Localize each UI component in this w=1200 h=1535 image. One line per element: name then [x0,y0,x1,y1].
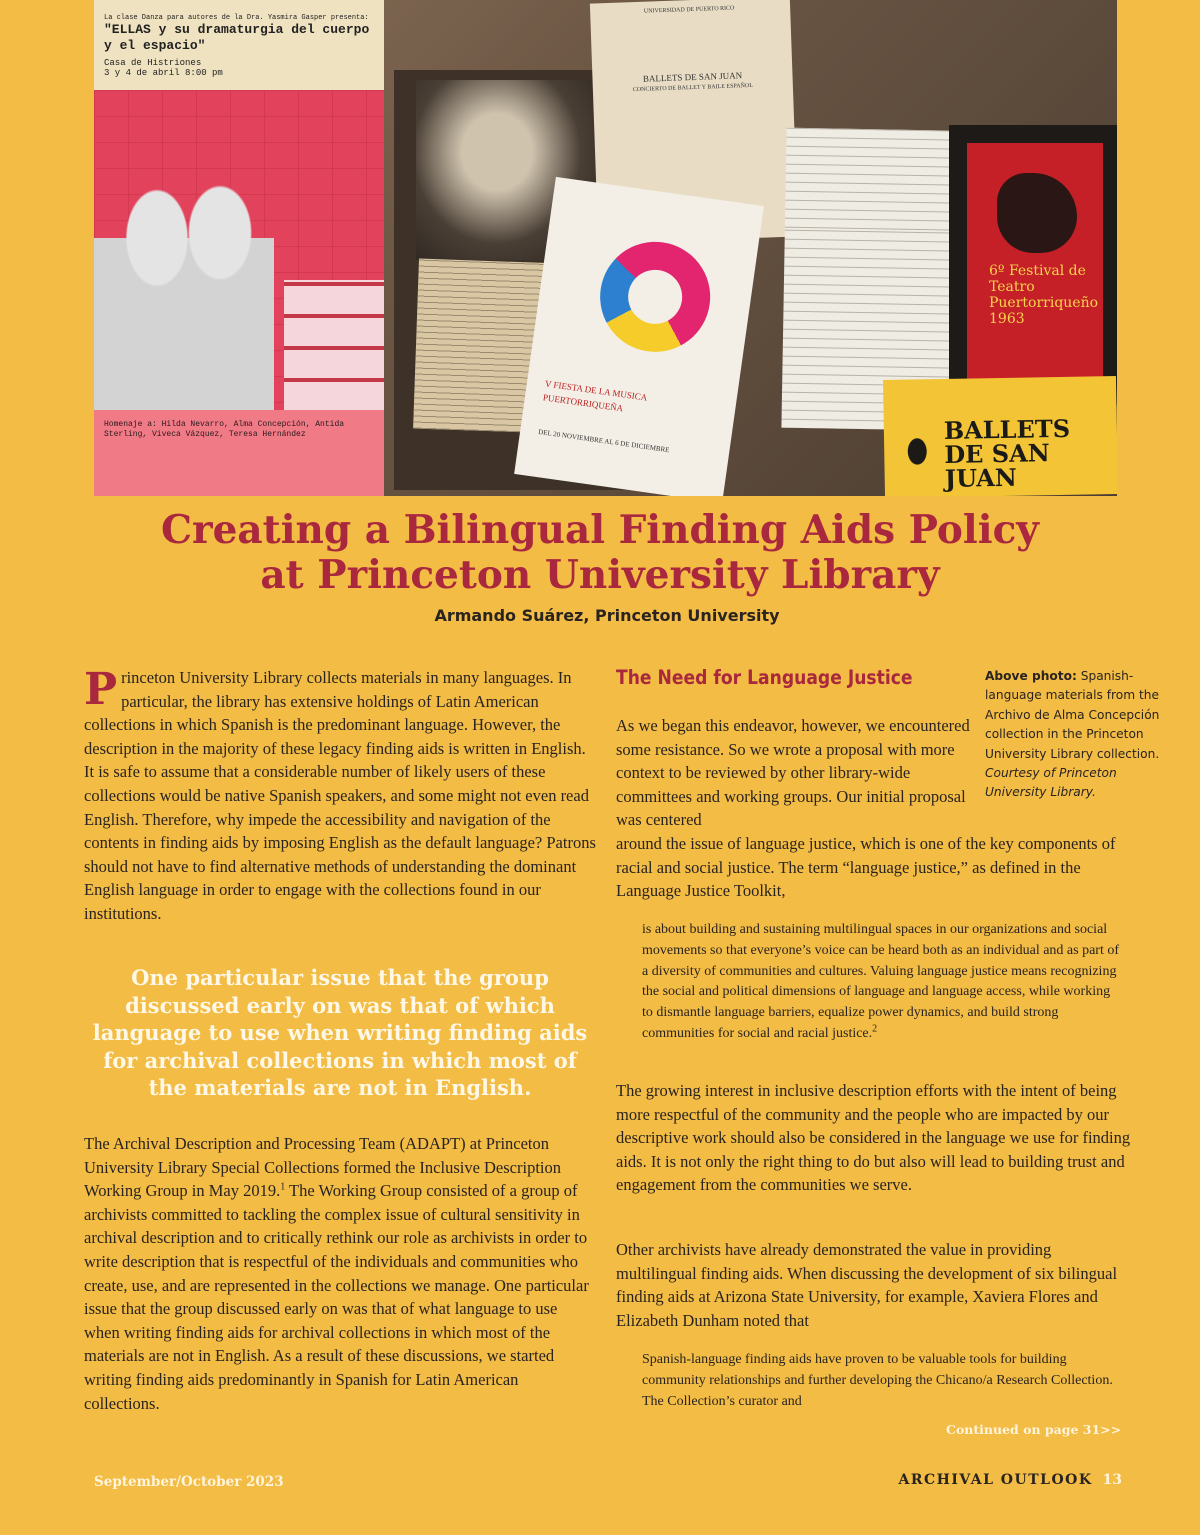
ballets-doc-subtitle: CONCIERTO DE BALLET Y BAILE ESPAÑOL [632,83,754,94]
poster-header-text: La clase Danza para autores de la Dra. Yasmira Gasper presenta: [104,14,369,22]
poster-venue: Casa de Histriones [104,57,202,68]
festival-poster [949,125,1117,405]
adapt-text-a: The Archival Description and Processing Team (ADAPT) at Princeton University Library Special Collections formed the Inclusive Description Working Group in May 2019. [84,1134,562,1201]
festival-title: 6º Festival de Teatro Puertorriqueño 1963 [989,263,1099,328]
drop-cap: P [84,664,118,715]
photo-caption [985,667,1175,803]
ballets-doc-university: UNIVERSIDAD DE PUERTO RICO [643,5,735,15]
other-archivists-paragraph: Other archivists have already demonstrated the value in providing multilingual finding aids. When discussing the development of six bilingual finding aids at Arizona State University, for example, Xaviera Flores and Elizabeth Dunham noted that [616,1240,1118,1330]
fiesta-dates: DEL 20 NOVIEMBRE AL 6 DE DICIEMBRE [537,427,670,455]
fiesta-program [514,177,764,496]
pull-quote: One particular issue that the group discussed early on was that of which language to use when writing finding aids for archival collections in which most of the materials are not in English. [92,965,588,1100]
poster-date: 3 y 4 de abril 8:00 pm [104,68,223,79]
ellas-poster-header [94,0,384,90]
dancer-silhouette-icon [894,419,941,484]
article-title-line1: Creating a Bilingual Finding Aids Policy [161,507,1039,553]
poster-figures-image [94,160,274,410]
left-column-body [84,1132,596,1415]
intro-text: rinceton University Library collects materials in many languages. In particular, the library has extensive holdings of Latin American collections in which Spanish is the predominant language. However, the description in the majority of these legacy finding aids is written in English. It is safe to assume that a considerable number of likely users of these collections would be native Spanish speakers, and some might not even read English. Therefore, why impede the accessibility and navigation of the contents in finding aids by imposing English as the default language? Patrons should not have to find alternative methods of understanding the dominant English language in order to engage with the collections found in our institutions. [84,668,596,923]
poster-pink-panel [94,90,384,410]
footnote-ref-2: 2 [872,1023,878,1035]
article-title [0,508,1200,598]
poster-title: "ELLAS y su dramaturgia del cuerpo y el espacio" [104,22,370,53]
adapt-paragraph [84,1132,596,1415]
publication-footer [899,1472,1122,1488]
ballets-doc-title: BALLETS DE SAN JUAN [642,70,743,84]
caption-credit: Courtesy of Princeton University Library. [985,766,1117,800]
poster-footer: Homenaje a: Hilda Nevarro, Alma Concepción, Antida Sterling, Viveca Vázquez, Teresa Hernández [94,410,384,496]
section-heading: The Need for Language Justice [616,666,913,689]
language-justice-quote [642,920,1124,1045]
ellas-poster [94,0,384,496]
issue-date: September/October 2023 [94,1474,284,1490]
fiesta-title: V FIESTA DE LA MUSICA PUERTORRIQUEÑA [542,378,648,413]
festival-poster-red [967,143,1103,389]
yellow-program-title: BALLETS DE SAN JUAN [943,413,1071,493]
yellow-ballets-program [883,376,1117,496]
asu-quote: Spanish-language finding aids have proven to be valuable tools for building community relationships and further developing the Chicano/a Research Collection. The Collection’s curator and [642,1352,1113,1409]
footnote-ref-1: 1 [280,1181,286,1193]
resistance-paragraph-end: around the issue of language justice, which is one of the key components of racial and social justice. The term “language justice,” as defined in the Language Justice Toolkit, [616,834,1116,901]
header-photo [94,0,1117,496]
mask-image [997,173,1077,253]
intro-paragraph [84,666,596,926]
inclusive-description-paragraph: The growing interest in inclusive description efforts with the intent of being more respectful of the community and the people who are impacted by our descriptive work should also be considered in the language we use for finding aids. It is not only the right thing to do but also will lead to building trust and engagement from the communities we serve. [616,1081,1131,1195]
adapt-text-b: The Working Group consisted of a group of archivists committed to tackling the complex issue of cultural sensitivity in archival description and to critically rethink our role as archivists in order to write description that is respectful of the individuals and communities who create, use, and are represented in the collections we manage. One particular issue that the group discussed early on was that of what language to use when writing finding aids for archival collections in which most of the materials are not in English. As a result of these discussions, we started writing finding aids predominantly in Spanish for Latin American collections. [84,1181,589,1413]
byline: Armando Suárez, Princeton University [434,606,780,625]
caption-text: Spanish-language materials from the Archivo de Alma Concepción collection in the Princeton University Library collection. [985,669,1160,761]
continued-link[interactable]: Continued on page 31>> [946,1422,1122,1437]
caption-label: Above photo: [985,669,1077,683]
article-title-line2: at Princeton University Library [260,552,940,598]
swirl-logo-icon [593,235,717,359]
left-column-intro [84,666,596,926]
page-number: 13 [1102,1472,1122,1488]
resistance-paragraph-start: As we began this endeavor, however, we encountered some resistance. So we wrote a proposal with more context to be reviewed by other library-wide committees and working groups. Our initial proposal was centered [616,716,970,830]
poster-matchboxes-image [284,280,384,410]
publication-name: ARCHIVAL OUTLOOK [898,1472,1093,1488]
quote1-text: is about building and sustaining multilingual spaces in our organizations and social movements so that everyone’s voice can be heard both as an individual and as part of a diversity of communities and cultures. Valuing language justice means recognizing the social and political dimensions of language and language access, while working to dismantle language barriers, equalize power dynamics, and build strong communities for social and racial justice. [642,922,1120,1041]
